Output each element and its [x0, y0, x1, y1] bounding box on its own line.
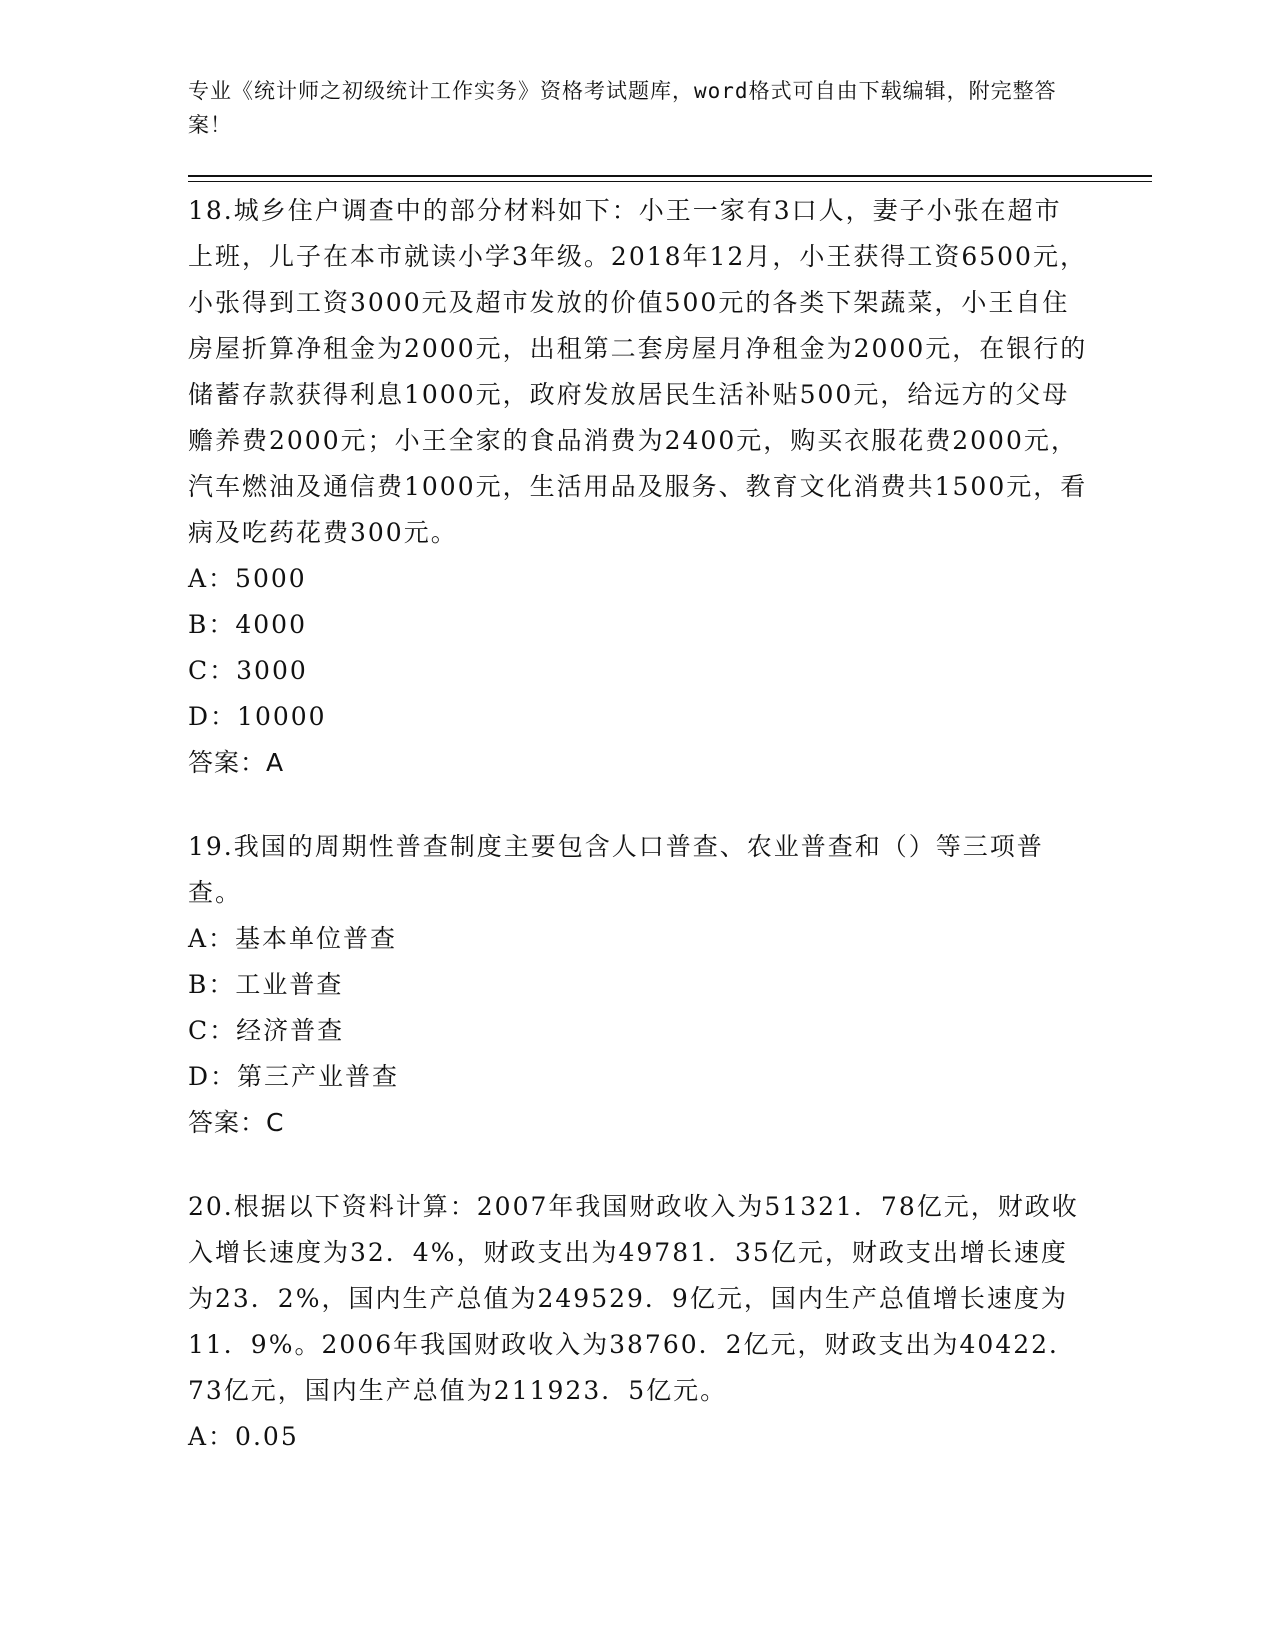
option-c: C：3000 — [188, 656, 308, 685]
option-c: C：经济普查 — [188, 1016, 345, 1045]
question-18 — [188, 188, 1088, 786]
answer-line: 答案：C — [188, 1108, 285, 1137]
option-b: B：工业普查 — [188, 970, 344, 999]
option-a: A：0.05 — [188, 1422, 299, 1451]
question-text: 18.城乡住户调查中的部分材料如下：小王一家有3口人，妻子小张在超市上班，儿子在本市就读小学3年级。2018年12月，小王获得工资6500元，小张得到工资3000元及超市发放的价值500元的各类下架蔬菜，小王自住房屋折算净租金为2000元，出租第二套房屋月净租金为2000元，在银行的储蓄存款获得利息1000元，政府发放居民生活补贴500元，给远方的父母赡养费2000元；小王全家的食品消费为2400元，购买衣服花费2000元，汽车燃油及通信费1000元，生活用品及服务、教育文化消费共1500元，看病及吃药花费300元。 — [188, 196, 1088, 547]
option-a: A：基本单位普查 — [188, 924, 398, 953]
question-list — [188, 188, 1088, 1498]
question-text: 19.我国的周期性普查制度主要包含人口普查、农业普查和（）等三项普查。 — [188, 832, 1044, 907]
option-d: D：第三产业普查 — [188, 1062, 400, 1091]
question-20 — [188, 1184, 1088, 1460]
header-rule-thin — [188, 181, 1152, 182]
option-a: A：5000 — [188, 564, 307, 593]
header-rule-thick — [188, 175, 1152, 177]
question-19 — [188, 824, 1088, 1146]
page-header: 专业《统计师之初级统计工作实务》资格考试题库，word格式可自由下载编辑，附完整答案！ — [188, 79, 1057, 137]
question-text: 20.根据以下资料计算：2007年我国财政收入为51321．78亿元，财政收入增长速度为32．4%，财政支出为49781．35亿元，财政支出增长速度为23．2%，国内生产总值为249529．9亿元，国内生产总值增长速度为11．9%。2006年我国财政收入为38760．2亿元，财政支出为40422．73亿元，国内生产总值为211923．5亿元。 — [188, 1192, 1079, 1405]
answer-line: 答案：A — [188, 748, 285, 777]
option-d: D：10000 — [188, 702, 327, 731]
option-b: B：4000 — [188, 610, 307, 639]
